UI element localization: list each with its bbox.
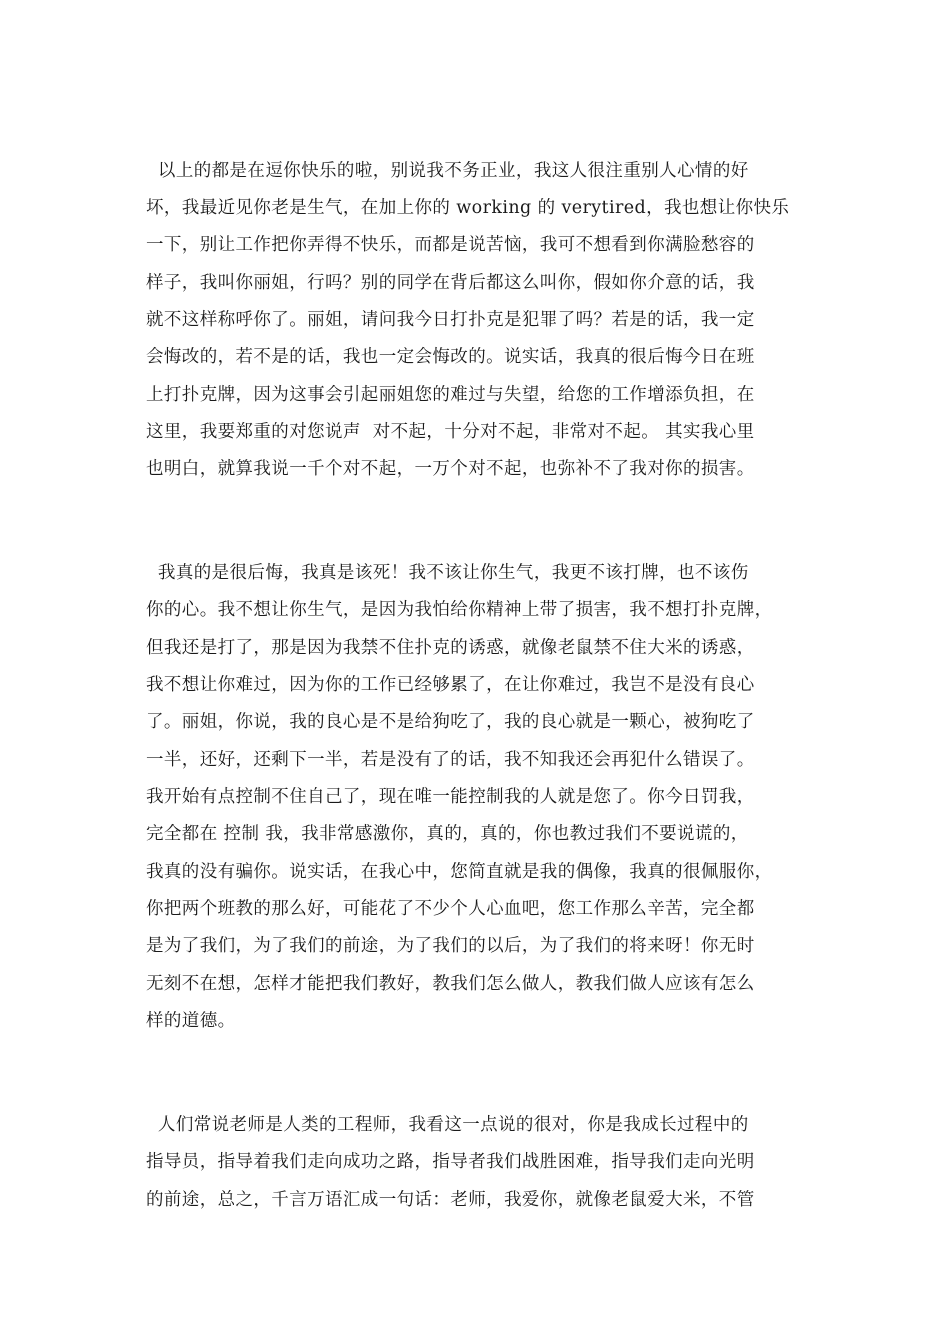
text-line: 样子，我叫你丽姐，行吗？别的同学在背后都这么叫你，假如你介意的话，我	[146, 273, 755, 293]
text-line: 指导员，指导着我们走向成功之路，指导者我们战胜困难，指导我们走向光明	[146, 1152, 755, 1172]
text-line: 以上的都是在逗你快乐的啦，别说我不务正业，我这人很注重别人心情的好	[146, 161, 749, 181]
text-line: 样的道德。	[146, 1011, 236, 1031]
text-line: 会悔改的，若不是的话，我也一定会悔改的。说实话，我真的很后悔今日在班	[146, 347, 755, 367]
text-line: 你的心。我不想让你生气，是因为我怕给你精神上带了损害，我不想打扑克牌，	[146, 600, 773, 620]
text-line: 就不这样称呼你了。丽姐，请问我今日打扑克是犯罪了吗？若是的话，我一定	[146, 310, 755, 330]
text-line: 我真的没有骗你。说实话，在我心中，您简直就是我的偶像，我真的很佩服你，	[146, 862, 773, 882]
text-line: 你把两个班教的那么好，可能花了不少个人心血吧，您工作那么辛苦，完全都	[146, 899, 755, 919]
text-line: 也明白，就算我说一千个对不起，一万个对不起，也弥补不了我对你的损害。	[146, 459, 755, 479]
text-line: 了。丽姐，你说，我的良心是不是给狗吃了，我的良心就是一颗心，被狗吃了	[146, 712, 755, 732]
text-line: 一下，别让工作把你弄得不快乐，而都是说苦恼，我可不想看到你满脸愁容的	[146, 235, 755, 255]
text-line: 这里，我要郑重的对您说声 对不起，十分对不起，非常对不起。 其实我心里	[146, 422, 755, 442]
text-line: 但我还是打了，那是因为我禁不住扑克的诱惑，就像老鼠禁不住大米的诱惑，	[146, 638, 755, 658]
text-line: 上打扑克牌，因为这事会引起丽姐您的难过与失望，给您的工作增添负担，在	[146, 385, 755, 405]
text-line: 的前途，总之，千言万语汇成一句话：老师，我爱你，就像老鼠爱大米，不管	[146, 1190, 755, 1210]
text-line: 一半，还好，还剩下一半，若是没有了的话，我不知我还会再犯什么错误了。	[146, 750, 755, 770]
text-line: 人们常说老师是人类的工程师，我看这一点说的很对，你是我成长过程中的	[146, 1115, 749, 1135]
text-line: 无刻不在想，怎样才能把我们教好，教我们怎么做人，教我们做人应该有怎么	[146, 974, 755, 994]
text-line: 坏，我最近见你老是生气，在加上你的 working 的 verytired，我也想让你快乐	[146, 198, 790, 218]
text-line: 我不想让你难过，因为你的工作已经够累了，在让你难过，我岂不是没有良心	[146, 675, 755, 695]
text-line: 我开始有点控制不住自己了，现在唯一能控制我的人就是您了。你今日罚我，	[146, 787, 755, 807]
text-line: 是为了我们，为了我们的前途，为了我们的以后，为了我们的将来呀！你无时	[146, 936, 755, 956]
text-line: 我真的是很后悔，我真是该死！我不该让你生气，我更不该打牌，也不该伤	[146, 563, 749, 583]
text-line: 完全都在 控制 我，我非常感激你，真的，真的，你也教过我们不要说谎的，	[146, 824, 749, 844]
